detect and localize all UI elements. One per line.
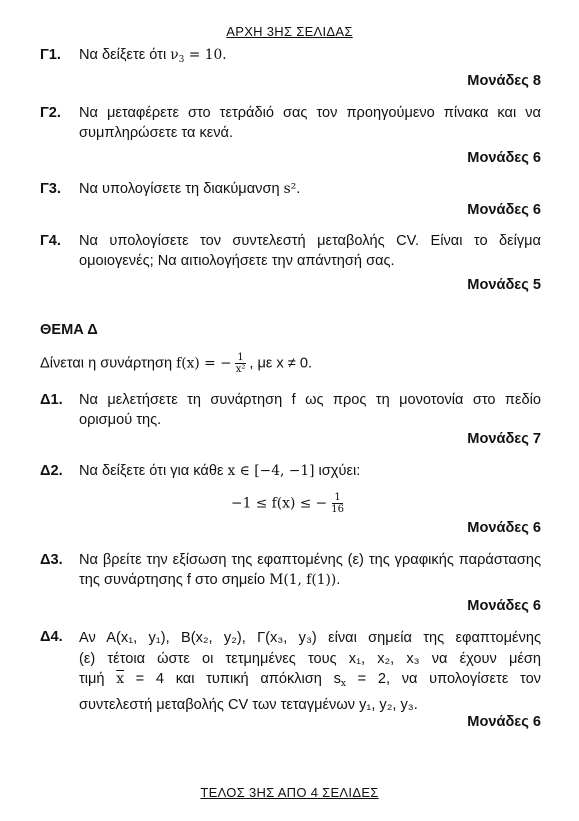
marks-d4: Μονάδες 6 <box>467 714 541 730</box>
question-text: Να μεταφέρετε στο τετράδιό σας τον προηγούμενο πίνακα και να συμπληρώσετε τα κενά. <box>79 105 541 141</box>
question-text: Να βρείτε την εξίσωση της εφαπτομένης (ε) της γραφικής παράστασης της συνάρτησης f στο σημείο M(1, f(1)). <box>79 552 541 588</box>
marks-g1: Μονάδες 8 <box>467 73 541 89</box>
question-text: Να δείξετε ότι για κάθε x ∈ [−4, −1] ισχύει: <box>79 463 361 479</box>
marks-g4: Μονάδες 5 <box>467 277 541 293</box>
question-d2 <box>40 462 541 482</box>
page-header: ΑΡΧΗ 3ΗΣ ΣΕΛΙΔΑΣ <box>226 24 353 39</box>
question-d3 <box>40 551 541 590</box>
function-definition: Δίνεται η συνάρτηση f(x) = − $\frac{1}{\text{x²}}$ , με x ≠ 0. <box>40 352 313 375</box>
question-label: Δ3. <box>40 552 63 568</box>
marks-g3: Μονάδες 6 <box>467 202 541 218</box>
question-text: Αν Α(x₁, y₁), Β(x₂, y₂), Γ(x₃, y₃) είναι σημεία της εφαπτομένης (ε) τέτοια ώστε οι τετμημένες τους x₁, x₂, x₃ να έχουν μέση τιμή $\overline{x} = 4$ και τυπική απόκλιση $s_x = 2$, να υπολογίσετε τον συντελεστή μεταβολής CV των τεταγμένων y₁, y₂, y₃. <box>79 630 541 713</box>
inequality-formula: −1 ≤ f(x) ≤ − $\frac{1}{16}$ <box>231 492 344 515</box>
question-text: Να δείξετε ότι $\nu_3 = 10$. <box>79 47 227 65</box>
page-footer: ΤΕΛΟΣ 3ΗΣ ΑΠΟ 4 ΣΕΛΙΔΕΣ <box>200 785 379 800</box>
question-label: Δ1. <box>40 392 63 408</box>
question-label: Γ1. <box>40 47 61 63</box>
question-label: Δ4. <box>40 629 63 645</box>
marks-g2: Μονάδες 6 <box>467 150 541 166</box>
question-text: Να υπολογίσετε τη διακύμανση s². <box>79 181 301 197</box>
question-text: Να υπολογίσετε τον συντελεστή μεταβολής CV. Είναι το δείγμα ομοιογενές; Να αιτιολογήσετε την απάντησή σας. <box>79 233 541 269</box>
question-label: Γ2. <box>40 105 61 121</box>
marks-d1: Μονάδες 7 <box>467 431 541 447</box>
marks-d2: Μονάδες 6 <box>467 520 541 536</box>
question-label: Δ2. <box>40 463 63 479</box>
section-title: ΘΕΜΑ Δ <box>40 322 98 338</box>
question-text: Να μελετήσετε τη συνάρτηση f ως προς τη μονοτονία στο πεδίο ορισμού της. <box>79 392 541 428</box>
question-g1 <box>40 46 541 71</box>
question-g2 <box>40 104 541 143</box>
question-d4 <box>40 628 541 715</box>
question-g3 <box>40 180 541 200</box>
question-label: Γ3. <box>40 181 61 197</box>
question-g4 <box>40 232 541 271</box>
question-d1 <box>40 391 541 430</box>
marks-d3: Μονάδες 6 <box>467 598 541 614</box>
question-label: Γ4. <box>40 233 61 249</box>
